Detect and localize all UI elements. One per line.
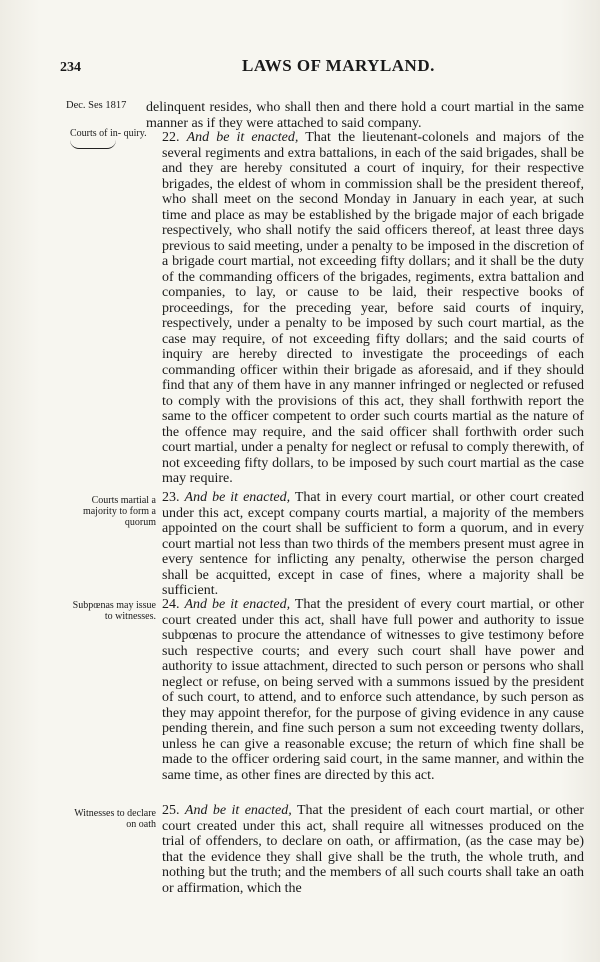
section-number: 24. (162, 597, 180, 612)
margin-note-subpoenas: Subpœnas may issue to witnesses. (72, 600, 156, 622)
session-date-note: Dec. Ses 1817 (66, 100, 127, 111)
margin-note-text: Courts of in- quiry. (70, 128, 147, 139)
section-text: That the lieutenant-colonels and majors of the several regiments and extra battalions, in each of the said brigades, shall be and they are hereby consituted a court of inquiry, for their respective brigades, the eldest of whom in commission shall be the president thereof, who shall meet on the second Monday in January in each year, at such time and place as may be established by the brigade major of each brigade respectively, who shall notify the said officers thereof, at least three days previous to said meeting, under a penalty to be imposed in the discretion of a brigade court martial, not exceeding fifty dollars; and it shall be the duty of the commanding officers of the brigades, regiments, extra battalion and companies, to lay, or cause to be laid, their respective books of proceedings, for the preceding year, before said courts of inquiry, respectively, under a penalty to be imposed by such court martial, as the case may require, of not exceeding fifty dollars; and the said courts of inquiry are hereby directed to investigate the proceedings of each commanding officer within their brigade as aforesaid, and if they should find that any of them have in any manner infringed or neglected or refused to comply with the provisions of this act, they shall forthwith report the same to the officer competent to order such courts martial as the nature of the offence may require, and the said officer shall forthwith order such court martial, under a penalty for neglect or refusal to comply therewith, of not exceeding fifty dollars, to be imposed by such court martial as the case may require. (162, 130, 585, 486)
section-23 (146, 490, 584, 599)
margin-note-witnesses-oath: Witnesses to declare on oath (74, 808, 156, 830)
section-number: 22. (162, 130, 180, 145)
enacting-clause: And be it enacted, (184, 597, 291, 612)
section-22 (146, 130, 584, 487)
enacting-clause: And be it enacted, (184, 490, 291, 505)
enacting-clause: And be it enacted, (184, 803, 292, 818)
section-text: That the president of each court martial, or other court created under this act, shall require all witnesses produced on the trial of offenders, to declare on oath, or affirmation, (as the case may be) that the evidence they shall give shall be the truth, the whole truth, and nothing but the truth; and the members of all such courts shall take an oath or affirmation, which the (162, 803, 585, 896)
section-24 (146, 597, 584, 783)
enacting-clause: And be it enacted, (186, 130, 299, 145)
section-text: That in every court martial, or other court created under this act, except company courts martial, a majority of the members appointed on the court shall be sufficient to form a quorum, and in every court martial not less than two thirds of the members present must agree in every sentence for inflicting any penalty, otherwise the person charged shall be acquitted, except in case of fines, where a majority shall be sufficient. (162, 490, 585, 598)
brace-ornament (70, 140, 116, 149)
paragraph-text: delinquent resides, who shall then and there hold a court martial in the same manner as if they were attached to said company. (146, 100, 584, 131)
running-title: LAWS OF MARYLAND. (242, 56, 435, 75)
paragraph-continuation (146, 100, 584, 131)
section-text: That the president of every court martial, or other court created under this act, shall have full power and authority to issue subpœnas to procure the attendance of witnesses to give testimony before such respective courts; and every such court shall have power and authority to issue attachment, directed to such person or persons who shall neglect or refuse, on being served with a summons issued by the president of such court, to attend, and to enforce such attendance, by such person as they may appoint therefor, for the purpose of giving evidence in any cause pending therein, and fine such person a sum not exceeding twenty dollars, unless he can give a reasonable excuse; the return of which fine shall be made to the officer ordering said court, in the same manner, and within the same time, as other fines are directed by this act. (162, 597, 584, 783)
page-header (60, 56, 580, 78)
section-25 (146, 803, 584, 896)
section-number: 25. (162, 803, 180, 818)
page-number: 234 (60, 60, 81, 75)
margin-note-quorum: Courts martial a majority to form a quorum (82, 495, 156, 528)
section-number: 23. (162, 490, 180, 505)
